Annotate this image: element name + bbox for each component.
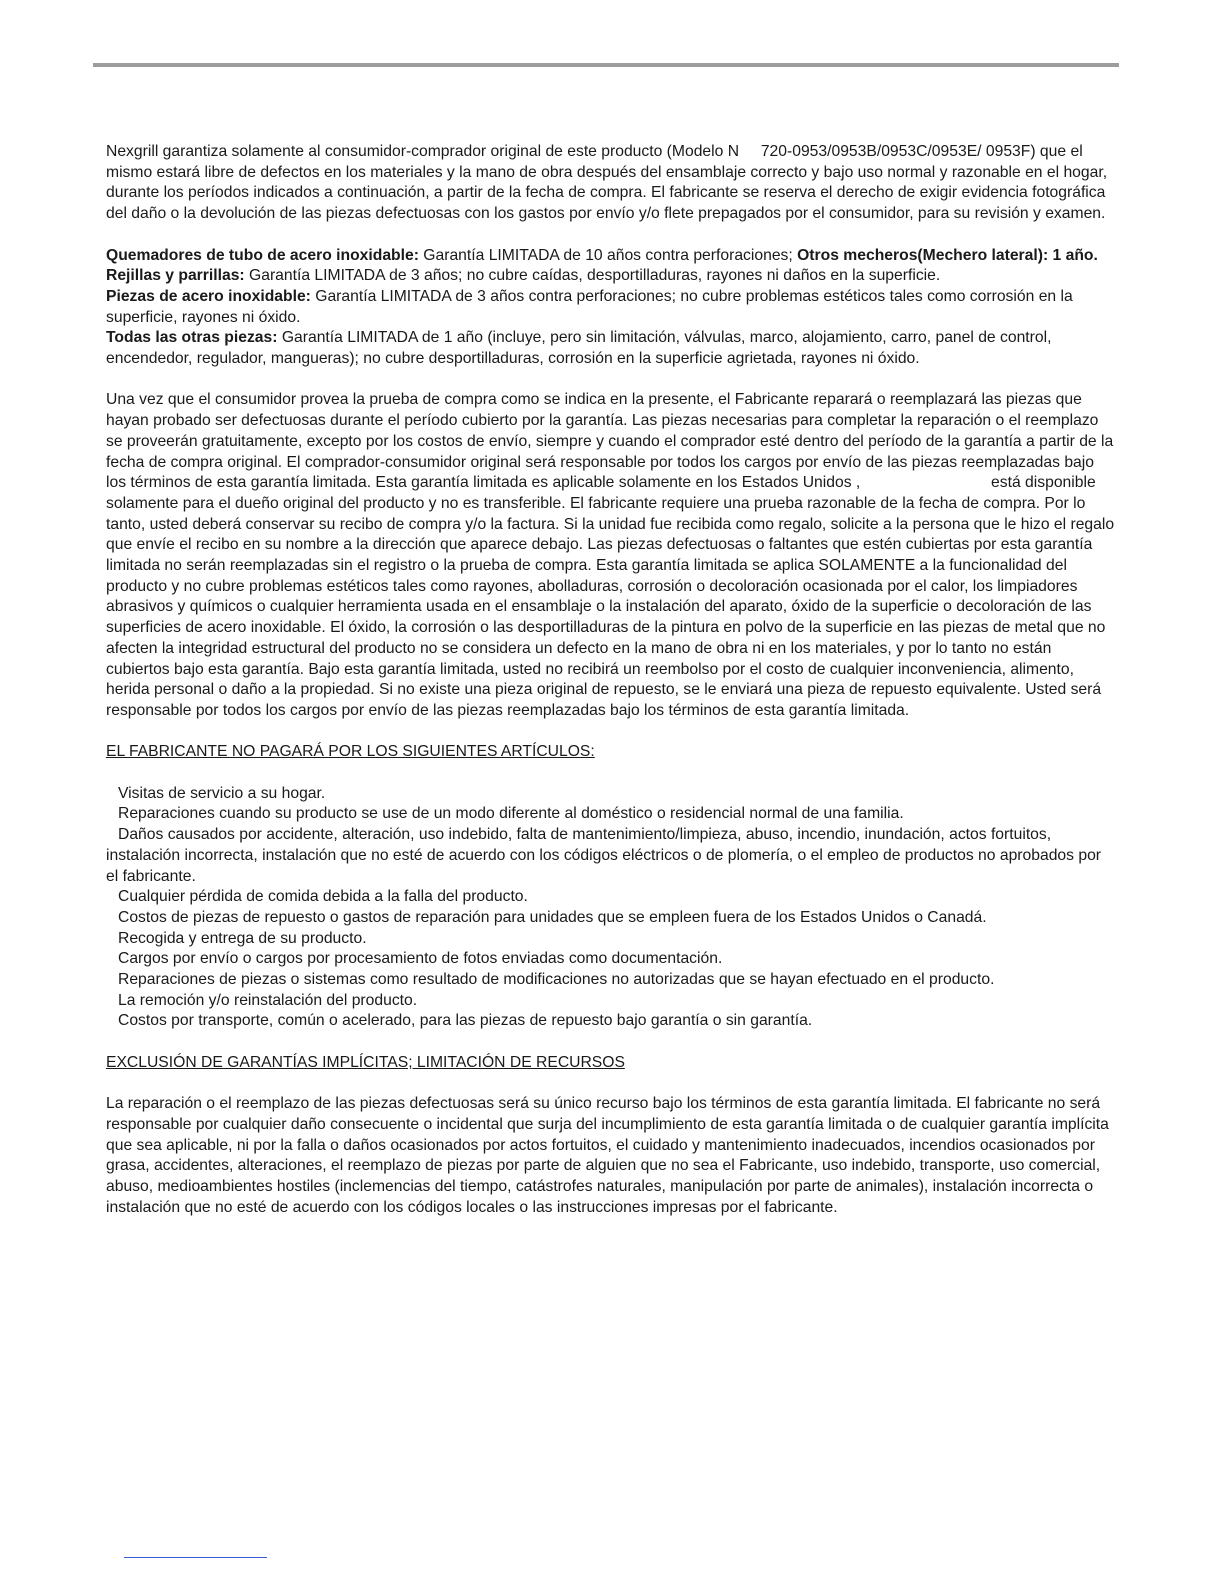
- coverage-other-label: Todas las otras piezas:: [106, 329, 278, 347]
- coverage-grates-label: Rejillas y parrillas:: [106, 267, 245, 285]
- coverage-steel-text: Garantía LIMITADA de 3 años contra perforaciones; no cubre problemas estéticos tales como corrosión en la superficie, rayones ni óxido.: [106, 287, 1073, 326]
- list-item: Daños causados por accidente, alteración, uso indebido, falta de mantenimiento/limpieza, abuso, incendio, inundación, actos fortuitos, instalación incorrecta, instalación que no esté de acuerdo con los códigos eléctricos o de plomería, o el empleo de productos no aprobados por el fabricante.: [106, 826, 1102, 885]
- coverage-steel: [106, 287, 1116, 328]
- coverage-other-burners: Otros mecheros(Mechero lateral): 1 año.: [797, 246, 1098, 264]
- coverage-burners: [106, 246, 1116, 267]
- disclaimer-heading: EXCLUSIÓN DE GARANTÍAS IMPLÍCITAS; LIMITACIÓN DE RECURSOS: [106, 1053, 625, 1071]
- list-item: Costos por transporte, común o acelerado, para las piezas de repuesto bajo garantía o sin garantía.: [118, 1012, 813, 1030]
- list-item: Costos de piezas de repuesto o gastos de reparación para unidades que se empleen fuera de los Estados Unidos o Canadá.: [118, 908, 987, 926]
- top-divider: [93, 63, 1119, 67]
- coverage-other: [106, 328, 1116, 369]
- exclusions-heading: EL FABRICANTE NO PAGARÁ POR LOS SIGUIENTES ARTÍCULOS:: [106, 743, 595, 761]
- coverage-other-text: Garantía LIMITADA de 1 año (incluye, pero sin limitación, válvulas, marco, alojamiento, carro, panel de control, encendedor, regulador, mangueras); no cubre desportilladuras, corrosión en la superficie agrietada, rayones ni óxido.: [106, 329, 1052, 368]
- disclaimer-paragraph: La reparación o el reemplazo de las piezas defectuosas será su único recurso bajo los términos de esta garantía limitada. El fabricante no será responsable por cualquier daño consecuente o incidental que surja del incumplimiento de esta garantía limitada o de cualquier garantía implícita que sea aplicable, ni por la falla o daños ocasionados por actos fortuitos, el cuidado y mantenimiento inadecuados, incendios ocasionados por grasa, accidentes, alteraciones, el reemplazo de piezas por parte de alguien que no sea el Fabricante, uso indebido, transporte, uso comercial, abuso, medioambientes hostiles (inclemencias del tiempo, catástrofes naturales, manipulación por parte de animales), instalación incorrecta o instalación que no esté de acuerdo con los códigos locales o las instrucciones impresas por el fabricante.: [106, 1095, 1109, 1216]
- coverage-burners-text: Garantía LIMITADA de 10 años contra perforaciones;: [418, 246, 798, 264]
- coverage-burners-label: Quemadores de tubo de acero inoxidable:: [106, 246, 419, 264]
- coverage-grates-text: Garantía LIMITADA de 3 años; no cubre caídas, desportilladuras, rayones ni daños en la superficie.: [244, 267, 941, 285]
- list-item: Recogida y entrega de su producto.: [118, 929, 367, 947]
- list-item: Reparaciones de piezas o sistemas como resultado de modificaciones no autorizadas que se hayan efectuado en el producto.: [118, 971, 995, 989]
- list-item: Cualquier pérdida de comida debida a la falla del producto.: [118, 888, 528, 906]
- exclusions-list: [106, 784, 1116, 1032]
- warranty-document: [106, 142, 1119, 1218]
- bottom-link-underline: [124, 1557, 267, 1558]
- coverage-steel-label: Piezas de acero inoxidable:: [106, 287, 311, 305]
- terms-paragraph: Una vez que el consumidor provea la prueba de compra como se indica en la presente, el Fabricante reparará o reemplazará las piezas que hayan probado ser defectuosas durante el período cubierto por la garantía. Las piezas necesarias para completar la reparación o el reemplazo se proveerán gratuitamente, excepto por los costos de envío, siempre y cuando el comprador esté dentro del período de la garantía a partir de la fecha de compra original. El comprador-consumidor original será responsable por todos los cargos por envío de las piezas reemplazadas bajo los términos de esta garantía limitada. Esta garantía limitada es aplicable solamente en los Estados Unidos , está disponible solamente para el dueño original del producto y no es transferible. El fabricante requiere una prueba razonable de la fecha de compra. Por lo tanto, usted deberá conservar su recibo de compra y/o la factura. Si la unidad fue recibida como regalo, solicite a la persona que le hizo el regalo que envíe el recibo en su nombre a la dirección que aparece debajo. Las piezas defectuosas o faltantes que estén cubiertas por esta garantía limitada no serán reemplazadas sin el registro o la prueba de compra. Esta garantía limitada se aplica SOLAMENTE a la funcionalidad del producto y no cubre problemas estéticos tales como rayones, abolladuras, corrosión o decoloración ocasionada por el calor, los limpiadores abrasivos y químicos o cualquier herramienta usada en el ensamblaje o la instalación del aparato, óxido de la superficie o decoloración de las superficies de acero inoxidable. El óxido, la corrosión o las desportilladuras de la pintura en polvo de la superficie en las piezas de metal que no afecten la integridad estructural del producto no se considera un defecto en la mano de obra ni en los materiales, y por lo tanto no están cubiertos bajo esta garantía. Bajo esta garantía limitada, usted no recibirá un reembolso por el costo de cualquier inconveniencia, alimento, herida personal o daño a la propiedad. Si no existe una pieza original de repuesto, se le enviará una pieza de repuesto equivalente. Usted será responsable por todos los cargos por envío de las piezas reemplazadas bajo los términos de esta garantía limitada.: [106, 391, 1119, 719]
- list-item: Visitas de servicio a su hogar.: [118, 784, 326, 802]
- list-item: Reparaciones cuando su producto se use de un modo diferente al doméstico o residencial normal de una familia.: [118, 805, 904, 823]
- list-item: Cargos por envío o cargos por procesamiento de fotos enviadas como documentación.: [118, 950, 723, 968]
- list-item: La remoción y/o reinstalación del producto.: [118, 991, 418, 1009]
- coverage-grates: [106, 266, 1116, 287]
- intro-paragraph: Nexgrill garantiza solamente al consumidor-comprador original de este producto (Modelo N 720-0953/0953B/0953C/0953E/ 0953F) que el mismo estará libre de defectos en los materiales y la mano de obra después del ensamblaje correcto y bajo uso normal y razonable en el hogar, durante los períodos indicados a continuación, a partir de la fecha de compra. El fabricante se reserva el derecho de exigir evidencia fotográfica del daño o la devolución de las piezas defectuosas con los gastos por envío y/o flete prepagados por el consumidor, para su revisión y examen.: [106, 143, 1112, 223]
